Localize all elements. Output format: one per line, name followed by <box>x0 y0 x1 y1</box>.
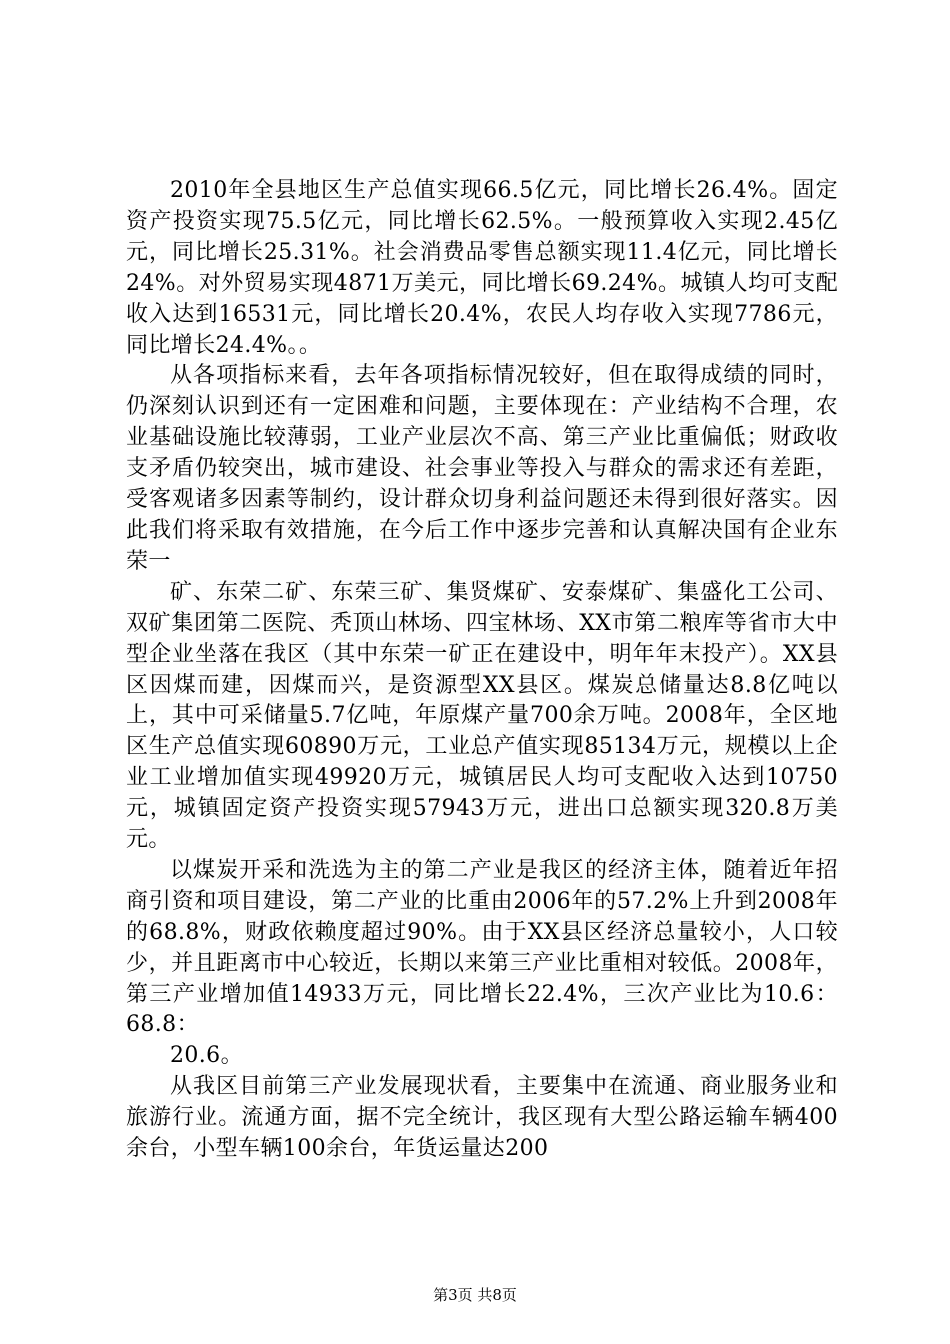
document-body <box>126 176 838 1165</box>
paragraph-indicators: 从各项指标来看，去年各项指标情况较好，但在取得成绩的同时，仍深刻认识到还有一定困难和问题，主要体现在：产业结构不合理，农业基础设施比较薄弱，工业产业层次不高、第三产业比重偏低；财政收支矛盾仍较突出，城市建设、社会事业等投入与群众的需求还有差距，受客观诸多因素等制约，设计群众切身利益问题还未得到很好落实。因此我们将采取有效措施，在今后工作中逐步完善和认真解决国有企业东荣一 <box>126 363 838 574</box>
paragraph-secondary-industry: 以煤炭开采和洗选为主的第二产业是我区的经济主体，随着近年招商引资和项目建设，第二产业的比重由2006年的57.2%上升到2008年的68.8%，财政依赖度超过90%。由于XX县区经济总量较小，人口较少，并且距离市中心较近，长期以来第三产业比重相对较低。2008年，第三产业增加值14933万元，同比增长22.4%，三次产业比为10.6：68.8： <box>126 857 838 1038</box>
page-footer: 第3页 共8页 <box>433 1286 517 1304</box>
paragraph-enterprises: 矿、东荣二矿、东荣三矿、集贤煤矿、安泰煤矿、集盛化工公司、双矿集团第二医院、秃顶山林场、四宝林场、XX市第二粮库等省市大中型企业坐落在我区（其中东荣一矿正在建设中，明年年末投产）。XX县区因煤而建，因煤而兴，是资源型XX县区。煤炭总储量达8.8亿吨以上，其中可采储量5.7亿吨，年原煤产量700余万吨。2008年，全区地区生产总值实现60890万元，工业总产值实现85134万元，规模以上企业工业增加值实现49920万元，城镇居民人均可支配收入达到10750元，城镇固定资产投资实现57943万元，进出口总额实现320.8万美元。 <box>126 579 838 853</box>
paragraph-tertiary-industry: 从我区目前第三产业发展现状看，主要集中在流通、商业服务业和旅游行业。流通方面，据不完全统计，我区现有大型公路运输车辆400余台，小型车辆100余台，年货运量达200 <box>126 1074 838 1162</box>
paragraph-gdp-2010: 2010年全县地区生产总值实现66.5亿元，同比增长26.4%。固定资产投资实现75.5亿元，同比增长62.5%。一般预算收入实现2.45亿元，同比增长25.31%。社会消费品零售总额实现11.4亿元，同比增长24%。对外贸易实现4871万美元，同比增长69.24%。城镇人均可支配收入达到16531元，同比增长20.4%，农民人均存收入实现7786元，同比增长24.4%。。 <box>126 178 838 358</box>
paragraph-ratio-tail: 20.6。 <box>170 1043 243 1069</box>
